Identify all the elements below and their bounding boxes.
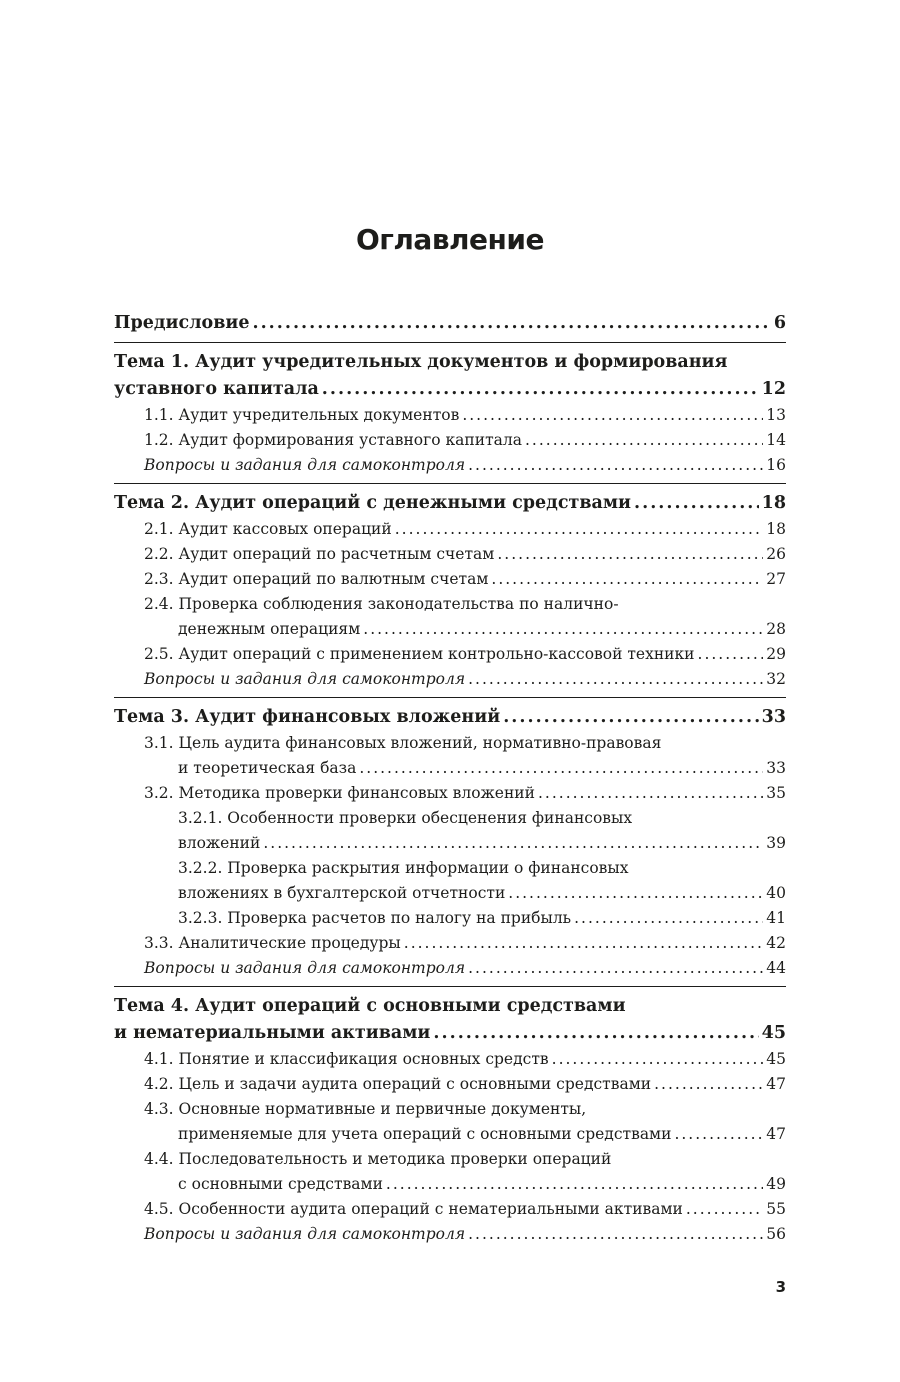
dot-leader <box>491 567 763 592</box>
toc-entry-label: Тема 3. Аудит финансовых вложений <box>114 707 501 727</box>
toc-entry[interactable] <box>144 667 786 692</box>
toc-entry-page: 49 <box>766 1175 786 1193</box>
dot-leader <box>525 428 763 453</box>
toc-entry-label: 3.3. Аналитические процедуры <box>144 934 401 952</box>
toc-entry-page: 35 <box>766 784 786 802</box>
toc-entry[interactable] <box>144 781 786 806</box>
toc-entry[interactable] <box>144 428 786 453</box>
toc-section-topic-1 <box>114 342 786 478</box>
toc-topic-title[interactable]: Тема 1. Аудит учредительных документов и формирования <box>114 352 728 372</box>
toc-entry-label: 4.1. Понятие и классификация основных средств <box>144 1050 549 1068</box>
toc-entry-label: Вопросы и задания для самоконтроля <box>144 670 466 688</box>
toc-entry[interactable] <box>144 756 786 781</box>
toc-entry-page: 40 <box>766 884 786 902</box>
dot-leader <box>468 667 763 692</box>
toc-entry[interactable] <box>144 403 786 428</box>
toc-entry-label: 4.2. Цель и задачи аудита операций с основными средствами <box>144 1075 652 1093</box>
toc-entry-label: Вопросы и задания для самоконтроля <box>144 1225 466 1243</box>
dot-leader <box>468 453 763 478</box>
toc-entry-label: с основными средствами <box>178 1175 383 1193</box>
toc-entry-first-line[interactable]: 4.4. Последовательность и методика проверки операций <box>144 1150 612 1168</box>
toc-entry-page: 45 <box>761 1023 786 1043</box>
toc-entry-first-line[interactable]: 3.2.1. Особенности проверки обесценения финансовых <box>178 809 633 827</box>
page-number: 3 <box>775 1278 786 1296</box>
dot-leader <box>634 490 759 517</box>
dot-leader <box>538 781 763 806</box>
toc-entry[interactable] <box>144 642 786 667</box>
dot-leader <box>363 617 763 642</box>
dot-leader <box>698 642 764 667</box>
toc-entry-page: 42 <box>766 934 786 952</box>
toc-entry-label: денежным операциям <box>178 620 361 638</box>
toc-entry-label: 2.5. Аудит операций с применением контрольно-кассовой техники <box>144 645 695 663</box>
toc-entry-label: 3.2.3. Проверка расчетов по налогу на прибыль <box>178 909 572 927</box>
toc-entry[interactable] <box>114 310 786 337</box>
toc-entry[interactable] <box>114 490 786 517</box>
dot-leader <box>552 1047 764 1072</box>
dot-leader <box>503 704 758 731</box>
toc-entry[interactable] <box>178 831 786 856</box>
toc-entry-page: 55 <box>766 1200 786 1218</box>
toc-entry-label: уставного капитала <box>114 379 319 399</box>
toc-entry-page: 13 <box>766 406 786 424</box>
toc-entry-page: 18 <box>766 520 786 538</box>
toc-entry-label: Тема 2. Аудит операций с денежными средствами <box>114 493 632 513</box>
toc-entry-label: 1.2. Аудит формирования уставного капитала <box>144 431 522 449</box>
toc-entry-page: 27 <box>766 570 786 588</box>
toc-section-preface <box>114 310 786 337</box>
toc-entry[interactable] <box>144 1222 786 1247</box>
toc-entry-first-line[interactable]: 3.2.2. Проверка раскрытия информации о финансовых <box>178 859 629 877</box>
dot-leader <box>395 517 764 542</box>
toc-entry[interactable] <box>144 1122 786 1147</box>
toc-entry[interactable] <box>144 453 786 478</box>
toc-entry[interactable] <box>144 931 786 956</box>
toc-entry[interactable] <box>114 376 786 403</box>
toc-entry[interactable] <box>144 956 786 981</box>
dot-leader <box>322 376 759 403</box>
toc-section-topic-4 <box>114 986 786 1247</box>
dot-leader <box>574 906 763 931</box>
toc-entry-label: Вопросы и задания для самоконтроля <box>144 959 466 977</box>
toc-entry-label: Вопросы и задания для самоконтроля <box>144 456 466 474</box>
toc-entry[interactable] <box>178 881 786 906</box>
dot-leader <box>386 1172 763 1197</box>
toc-entry-page: 28 <box>766 620 786 638</box>
dot-leader <box>404 931 764 956</box>
toc-entry[interactable] <box>178 906 786 931</box>
toc-section-topic-2 <box>114 483 786 692</box>
toc-entry-page: 16 <box>766 456 786 474</box>
toc-entry-page: 12 <box>761 379 786 399</box>
toc-entry-label: вложениях в бухгалтерской отчетности <box>178 884 506 902</box>
table-of-contents <box>114 310 786 1247</box>
toc-entry-label: 1.1. Аудит учредительных документов <box>144 406 460 424</box>
toc-entry-page: 33 <box>766 759 786 777</box>
toc-entry-page: 39 <box>766 834 786 852</box>
toc-entry-label: 4.5. Особенности аудита операций с нематериальными активами <box>144 1200 683 1218</box>
dot-leader <box>508 881 763 906</box>
toc-entry-first-line[interactable]: 4.3. Основные нормативные и первичные документы, <box>144 1100 587 1118</box>
toc-entry-page: 56 <box>766 1225 786 1243</box>
toc-entry[interactable] <box>114 704 786 731</box>
dot-leader <box>654 1072 763 1097</box>
toc-entry-page: 26 <box>766 545 786 563</box>
toc-entry-first-line[interactable]: 2.4. Проверка соблюдения законодательства по налично- <box>144 595 619 613</box>
toc-entry-label: вложений <box>178 834 261 852</box>
toc-entry-page: 32 <box>766 670 786 688</box>
dot-leader <box>468 956 763 981</box>
toc-entry-page: 47 <box>766 1075 786 1093</box>
toc-entry-page: 47 <box>766 1125 786 1143</box>
toc-entry-page: 29 <box>766 645 786 663</box>
toc-entry[interactable] <box>144 1172 786 1197</box>
toc-entry-page: 41 <box>766 909 786 927</box>
toc-entry-label: и нематериальными активами <box>114 1023 431 1043</box>
page-title: Оглавление <box>355 223 544 256</box>
toc-entry-label: применяемые для учета операций с основными средствами <box>178 1125 672 1143</box>
toc-topic-title[interactable]: Тема 4. Аудит операций с основными средствами <box>114 996 626 1016</box>
dot-leader <box>359 756 763 781</box>
toc-entry-page: 14 <box>766 431 786 449</box>
dot-leader <box>468 1222 763 1247</box>
dot-leader <box>263 831 763 856</box>
toc-section-topic-3 <box>114 697 786 981</box>
toc-entry[interactable] <box>144 517 786 542</box>
toc-entry[interactable] <box>144 1047 786 1072</box>
toc-entry[interactable] <box>114 1020 786 1047</box>
toc-entry-label: 2.1. Аудит кассовых операций <box>144 520 392 538</box>
toc-entry-label: 2.2. Аудит операций по расчетным счетам <box>144 545 495 563</box>
toc-entry-page: 6 <box>773 313 786 333</box>
dot-leader <box>252 310 770 337</box>
toc-entry-label: Предисловие <box>114 313 250 333</box>
toc-entry-label: 2.3. Аудит операций по валютным счетам <box>144 570 489 588</box>
toc-entry-page: 18 <box>761 493 786 513</box>
dot-leader <box>686 1197 763 1222</box>
toc-entry[interactable] <box>144 1197 786 1222</box>
dot-leader <box>433 1020 758 1047</box>
toc-entry-page: 44 <box>766 959 786 977</box>
toc-entry-label: и теоретическая база <box>178 759 357 777</box>
toc-entry[interactable] <box>144 617 786 642</box>
toc-entry-label: 3.2. Методика проверки финансовых вложений <box>144 784 535 802</box>
toc-entry[interactable] <box>144 1072 786 1097</box>
dot-leader <box>497 542 763 567</box>
toc-entry-page: 33 <box>761 707 786 727</box>
toc-entry-page: 45 <box>766 1050 786 1068</box>
dot-leader <box>462 403 763 428</box>
dot-leader <box>674 1122 763 1147</box>
toc-entry[interactable] <box>144 542 786 567</box>
toc-entry-first-line[interactable]: 3.1. Цель аудита финансовых вложений, нормативно-правовая <box>144 734 662 752</box>
toc-entry[interactable] <box>144 567 786 592</box>
